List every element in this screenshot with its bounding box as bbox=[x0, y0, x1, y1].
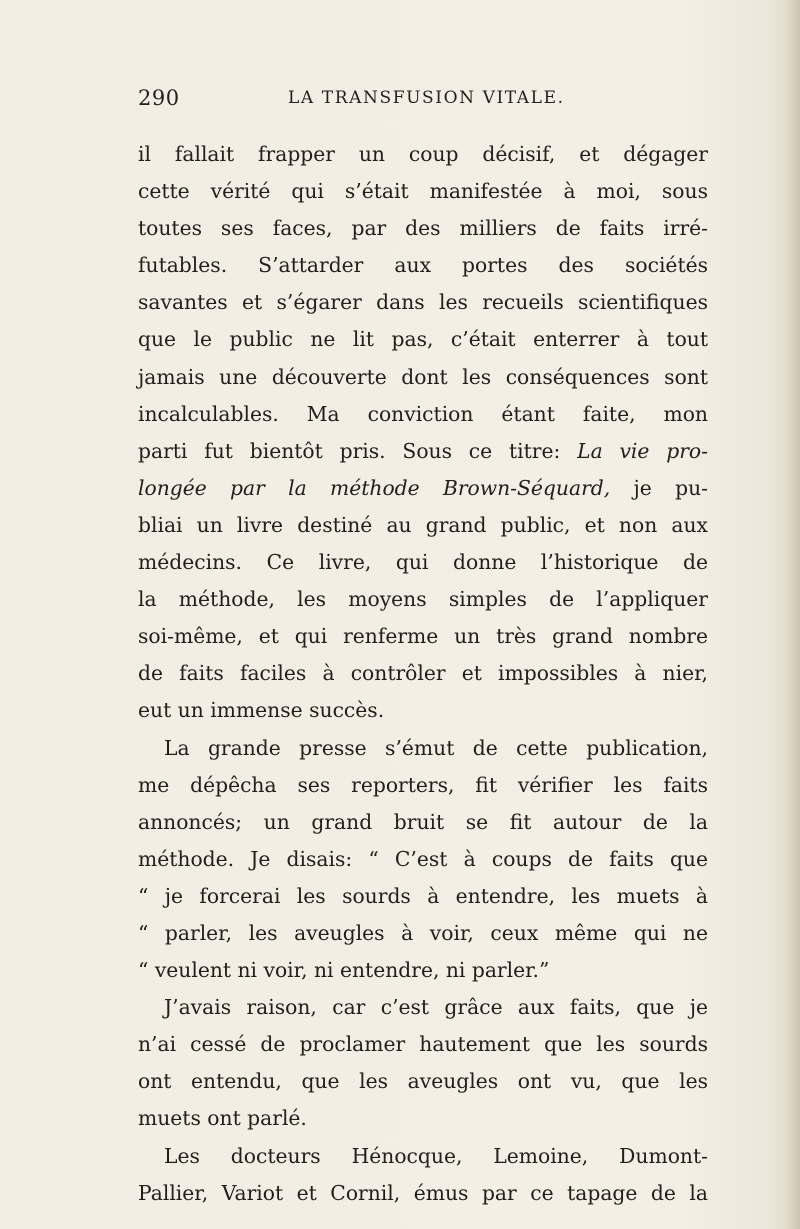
text-line bbox=[138, 433, 708, 470]
text-line: me dépêcha ses reporters, fit vérifier les faits bbox=[138, 772, 708, 797]
paragraph-start-line: Les docteurs Hénocque, Lemoine, Dumont- bbox=[164, 1143, 708, 1168]
text-segment: je pu- bbox=[610, 475, 708, 500]
text-line: Pallier, Variot et Cornil, émus par ce tapage de la bbox=[138, 1180, 708, 1205]
text-line: la méthode, les moyens simples de l’appliquer bbox=[138, 587, 708, 612]
text-line: savantes et s’égarer dans les recueils scientifiques bbox=[138, 290, 708, 315]
text-line: “ veulent ni voir, ni entendre, ni parler.” bbox=[138, 958, 550, 983]
text-line: “ parler, les aveugles à voir, ceux même qui ne bbox=[138, 920, 708, 945]
page-edge-shadow bbox=[786, 0, 800, 1229]
text-line: annoncés; un grand bruit se fit autour de la bbox=[138, 809, 708, 834]
text-line: soi-même, et qui renferme un très grand nombre bbox=[138, 624, 708, 649]
text-line: eut un immense succès. bbox=[138, 698, 385, 723]
text-line: futables. S’attarder aux portes des sociétés bbox=[138, 253, 708, 278]
text-line: bliai un livre destiné au grand public, et non aux bbox=[138, 512, 708, 537]
text-line: il fallait frapper un coup décisif, et dégager bbox=[138, 142, 708, 166]
text-line: de faits faciles à contrôler et impossibles à nier, bbox=[138, 661, 708, 686]
text-line: “ je forcerai les sourds à entendre, les muets à bbox=[138, 883, 708, 908]
paragraph-start-line: La grande presse s’émut de cette publication, bbox=[164, 735, 708, 760]
running-title: LA TRANSFUSION VITALE. bbox=[288, 88, 565, 108]
text-line: méthode. Je disais: “ C’est à coups de faits que bbox=[138, 846, 708, 871]
text-line: cette vérité qui s’était manifestée à moi, sous bbox=[138, 179, 708, 204]
book-title-italic: La vie pro- bbox=[577, 438, 708, 463]
body-text bbox=[138, 136, 708, 1212]
text-line: toutes ses faces, par des milliers de faits irré- bbox=[138, 216, 708, 241]
page-number: 290 bbox=[138, 86, 180, 110]
paragraph-start-line: J’avais raison, car c’est grâce aux faits, que je bbox=[164, 995, 708, 1020]
text-line: médecins. Ce livre, qui donne l’historique de bbox=[138, 550, 708, 575]
text-line: jamais une découverte dont les conséquences sont bbox=[138, 364, 708, 389]
text-line bbox=[138, 470, 708, 507]
text-line: muets ont parlé. bbox=[138, 1106, 307, 1131]
book-title-italic: longée par la méthode Brown-Séquard, bbox=[138, 475, 611, 500]
text-line: n’ai cessé de proclamer hautement que les sourds bbox=[138, 1032, 708, 1057]
text-line: ont entendu, que les aveugles ont vu, que les bbox=[138, 1069, 708, 1094]
text-segment: parti fut bientôt pris. Sous ce titre: bbox=[138, 438, 578, 463]
text-line: incalculables. Ma conviction étant faite, mon bbox=[138, 401, 708, 426]
text-line: que le public ne lit pas, c’était enterrer à tout bbox=[138, 327, 708, 352]
page-header bbox=[138, 86, 708, 116]
